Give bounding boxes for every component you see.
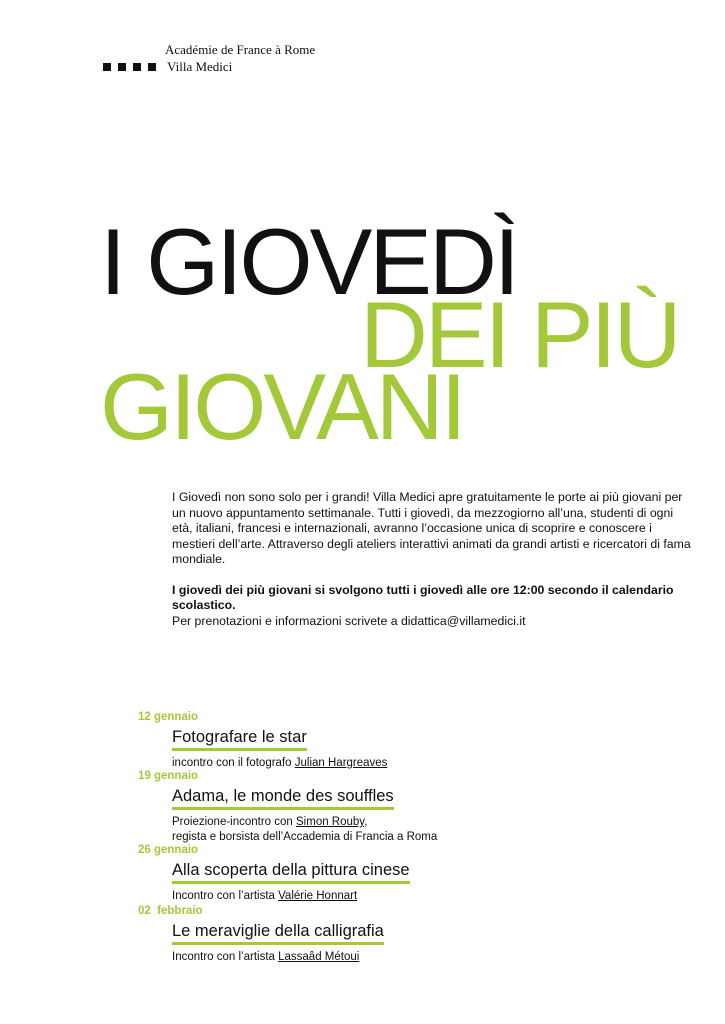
institution-name: Académie de France à Rome (165, 42, 316, 57)
event-item (138, 843, 410, 904)
title-line-3: GIOVANI (100, 354, 464, 459)
intro-paragraph: I Giovedì non sono solo per i grandi! Villa Medici apre gratuitamente le porte ai più giovani per un nuovo appuntamento settimanale. Tutti i giovedì, da mezzogiorno all’una, studenti di ogni età, italiani, francesi e internazionali, avranno l’occasione unica di scoprire e conoscere i mestieri dell’arte. Attraverso degli ateliers interattivi animati da grandi artisti e ricercatori di fama mondiale. (172, 490, 691, 566)
event-person: Lassaâd Métoui (278, 951, 360, 963)
institution-subname-row (103, 59, 232, 75)
title-line-1: I GIOVEDÌ (100, 209, 517, 314)
event-description: Incontro con l’artista Valérie Honnart (172, 890, 358, 902)
event-date: 26 gennaio (138, 844, 199, 856)
event-person: Julian Hargreaves (294, 757, 388, 769)
contact-note: Per prenotazioni e informazioni scrivete a didattica@villamedici.it (172, 613, 526, 628)
event-title: Le meraviglie della calligrafia (172, 921, 384, 945)
event-title: Adama, le monde des souffles (172, 786, 394, 810)
event-title: Alla scoperta della pittura cinese (172, 860, 410, 884)
event-description: incontro con il fotografo Julian Hargreaves (172, 757, 388, 769)
event-date: 12 gennaio (138, 711, 199, 723)
institution-subname: Villa Medici (167, 59, 233, 74)
event-item (138, 769, 437, 845)
event-description: Proiezione-incontro con Simon Rouby, regista e borsista dell’Accademia di Francia a Roma (172, 816, 438, 843)
event-date: 19 gennaio (138, 770, 199, 782)
event-item (138, 904, 384, 965)
event-date: 02 febbraio (138, 905, 203, 917)
intro-text (172, 490, 692, 629)
event-description: Incontro con l’artista Lassaâd Métoui (172, 951, 360, 963)
event-person: Simon Rouby (296, 816, 365, 828)
event-person: Valérie Honnart (278, 890, 358, 902)
title-line-2: DEI PIÙ (360, 282, 679, 387)
logo-squares-icon (103, 63, 156, 71)
event-item (138, 710, 387, 771)
schedule-note: I giovedì dei più giovani si svolgono tutti i giovedì alle ore 12:00 secondo il calendario scolastico. (172, 582, 674, 612)
event-title: Fotografare le star (172, 727, 307, 751)
